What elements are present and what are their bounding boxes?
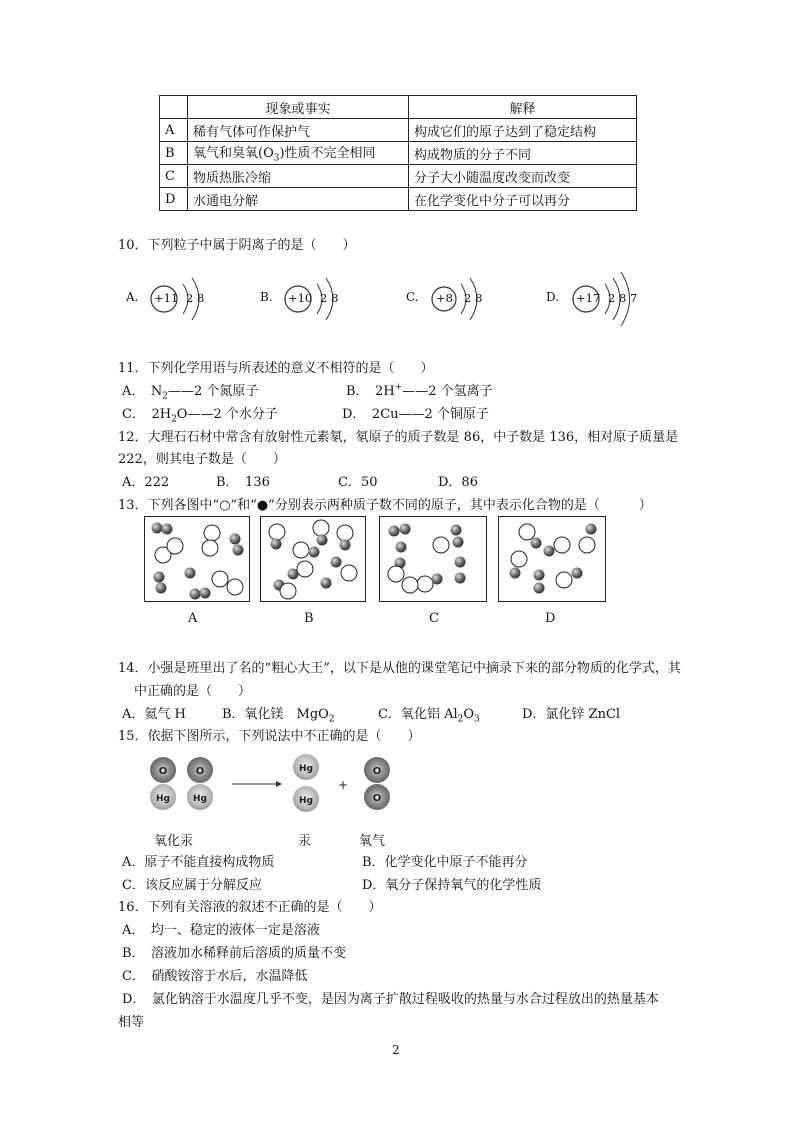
question-14-stem: 14．小强是班里出了名的“粗心大王”，以下是从他的课堂笔记中摘录下来的部分物质的化学式，其 (118, 661, 681, 676)
question-14-option-a: A．氦气 H (122, 707, 186, 722)
table-row (160, 165, 637, 188)
electron-shells: 2 8 (186, 291, 205, 305)
atom-label: Hg (156, 794, 170, 804)
option-text: B． 2H (346, 384, 395, 399)
particle-diagram-icon (145, 517, 249, 601)
atom-label: Hg (299, 764, 313, 774)
option-text: ——2 个氮原子 (168, 384, 259, 399)
option-text: ——2 个氢离子 (402, 384, 493, 399)
box-label-b: B (304, 611, 314, 626)
option-text: C．氧化铝 Al (378, 707, 458, 722)
row-fact (188, 142, 409, 165)
option-label: C. (406, 290, 419, 304)
plus-sign: + (337, 778, 349, 792)
table-header-cell (160, 96, 188, 119)
row-key: B (160, 142, 188, 165)
question-12-option-b: B． 136 (216, 475, 270, 490)
question-16-option-d-cont: 相等 (118, 1015, 145, 1030)
question-12-option-d: D．86 (438, 475, 478, 490)
superscript: + (394, 382, 403, 393)
row-key: C (160, 165, 188, 188)
caption-mercury-oxide: 氧化汞 (154, 834, 194, 849)
question-12-stem: 12．大理石石材中常含有放射性元素氡，氡原子的质子数是 86，中子数是 136，相对原子质量是 (118, 430, 679, 445)
particle-box-b (260, 516, 366, 602)
nucleus-charge: +11 (154, 291, 179, 305)
ion-diagram-d (546, 264, 666, 336)
explanation-table (159, 95, 637, 211)
row-explain: 在化学变化中分子可以再分 (409, 188, 637, 211)
question-13-stem: 13．下列各图中“○”和“●”分别表示两种质子数不同的原子，其中表示化合物的是（ ） (118, 498, 652, 513)
question-15-option-d: D．氧分子保持氧气的化学性质 (362, 878, 542, 893)
row-explain: 构成它们的原子达到了稳定结构 (409, 119, 637, 142)
atom-structure-icon (418, 264, 508, 336)
row-fact: 物质热胀冷缩 (188, 165, 409, 188)
subscript: 2 (162, 391, 168, 402)
row-fact-text: )性质不完全相同 (279, 146, 376, 162)
row-fact-text: 氧气和臭氧(O (193, 146, 274, 162)
option-label: A. (126, 290, 139, 304)
row-explain: 构成物质的分子不同 (409, 142, 637, 165)
question-14-stem-cont: 中正确的是（ ） (134, 684, 252, 699)
atom-label: O (195, 766, 205, 777)
subscript: 2 (457, 714, 464, 725)
option-text: O (463, 707, 475, 722)
table-header-cell: 解释 (409, 96, 637, 119)
row-fact: 水通电分解 (188, 188, 409, 211)
row-explain: 分子大小随温度改变而改变 (409, 165, 637, 188)
question-16-option-a: A． 均一、稳定的液体一定是溶液 (122, 923, 320, 938)
option-text: O——2 个水分子 (176, 407, 278, 422)
particle-diagram-icon (380, 517, 486, 601)
question-15-stem: 15．依据下图所示，下列说法中不正确的是（ ） (118, 729, 421, 744)
option-text: A． N (122, 384, 163, 399)
electron-shells: 2 8 (320, 291, 339, 305)
question-14-option-c (378, 703, 480, 725)
atom-label: O (158, 766, 168, 777)
subscript: 3 (273, 153, 280, 164)
nucleus-charge: +8 (436, 291, 453, 305)
atom-structure-icon (272, 264, 362, 336)
ion-diagram-c (406, 264, 516, 336)
particle-box-d (498, 516, 606, 602)
ion-diagram-b (260, 264, 370, 336)
row-key: A (160, 119, 188, 142)
electron-shells: 2 8 7 (608, 291, 638, 305)
caption-oxygen: 氧气 (359, 834, 386, 849)
question-11-option-c (122, 403, 278, 425)
table-row (160, 142, 637, 165)
particle-diagram-icon (261, 517, 365, 601)
box-label-a: A (188, 611, 198, 626)
nucleus-charge: +17 (576, 291, 601, 305)
particle-box-a (144, 516, 250, 602)
table-header-cell: 现象或事实 (188, 96, 409, 119)
question-16-stem: 16．下列有关溶液的叙述不正确的是（ ） (118, 900, 382, 915)
nucleus-charge: +10 (288, 291, 313, 305)
question-12-option-a: A．222 (122, 475, 170, 490)
atom-label: Hg (193, 794, 207, 804)
option-label: D. (546, 290, 560, 304)
question-11-option-d: D． 2Cu——2 个铜原子 (342, 407, 489, 422)
atom-label: O (372, 766, 382, 777)
option-label: B. (260, 290, 273, 304)
question-11-stem: 11．下列化学用语与所表述的意义不相符的是（ ） (118, 361, 434, 376)
question-15-option-b: B．化学变化中原子不能再分 (362, 855, 528, 870)
question-11-option-a (122, 380, 258, 402)
question-15-option-a: A．原子不能直接构成物质 (122, 855, 275, 870)
caption-mercury: 汞 (298, 834, 312, 849)
reaction-diagram-icon (140, 752, 410, 824)
atom-label: O (372, 793, 382, 804)
question-15-option-c: C．该反应属于分解反应 (122, 878, 262, 893)
question-10-stem: 10．下列粒子中属于阴离子的是（ ） (118, 238, 356, 253)
question-16-option-b: B． 溶液加水稀释前后溶质的质量不变 (122, 946, 347, 961)
row-fact: 稀有气体可作保护气 (188, 119, 409, 142)
table-row (160, 188, 637, 211)
subscript: 2 (171, 414, 177, 425)
question-16-option-c: C． 硝酸铵溶于水后，水温降低 (122, 969, 308, 984)
table-row (160, 119, 637, 142)
question-12-option-c: C．50 (338, 475, 378, 490)
particle-diagram-icon (499, 517, 605, 601)
option-text: C． 2H (122, 407, 172, 422)
table-header-row (160, 96, 637, 119)
subscript: 3 (474, 714, 480, 725)
question-11-option-b (346, 380, 493, 399)
box-label-c: C (429, 611, 439, 626)
page-number: 2 (392, 1043, 400, 1057)
particle-box-c (379, 516, 487, 602)
atom-structure-icon (138, 264, 228, 336)
ion-diagram-a (126, 264, 236, 336)
box-label-d: D (545, 611, 556, 626)
question-14-option-d: D．氯化锌 ZnCl (522, 707, 621, 722)
question-14-option-b (222, 703, 335, 725)
question-12-stem-cont: 222，则其电子数是（ ） (118, 452, 286, 467)
question-16-option-d: D． 氯化钠溶于水温度几乎不变，是因为离子扩散过程吸收的热量与水合过程放出的热量基本 (122, 992, 659, 1007)
atom-label: Hg (299, 796, 313, 806)
subscript: 2 (328, 714, 335, 725)
row-key: D (160, 188, 188, 211)
option-text: B．氧化镁 MgO (222, 707, 329, 722)
electron-shells: 2 8 (464, 291, 483, 305)
